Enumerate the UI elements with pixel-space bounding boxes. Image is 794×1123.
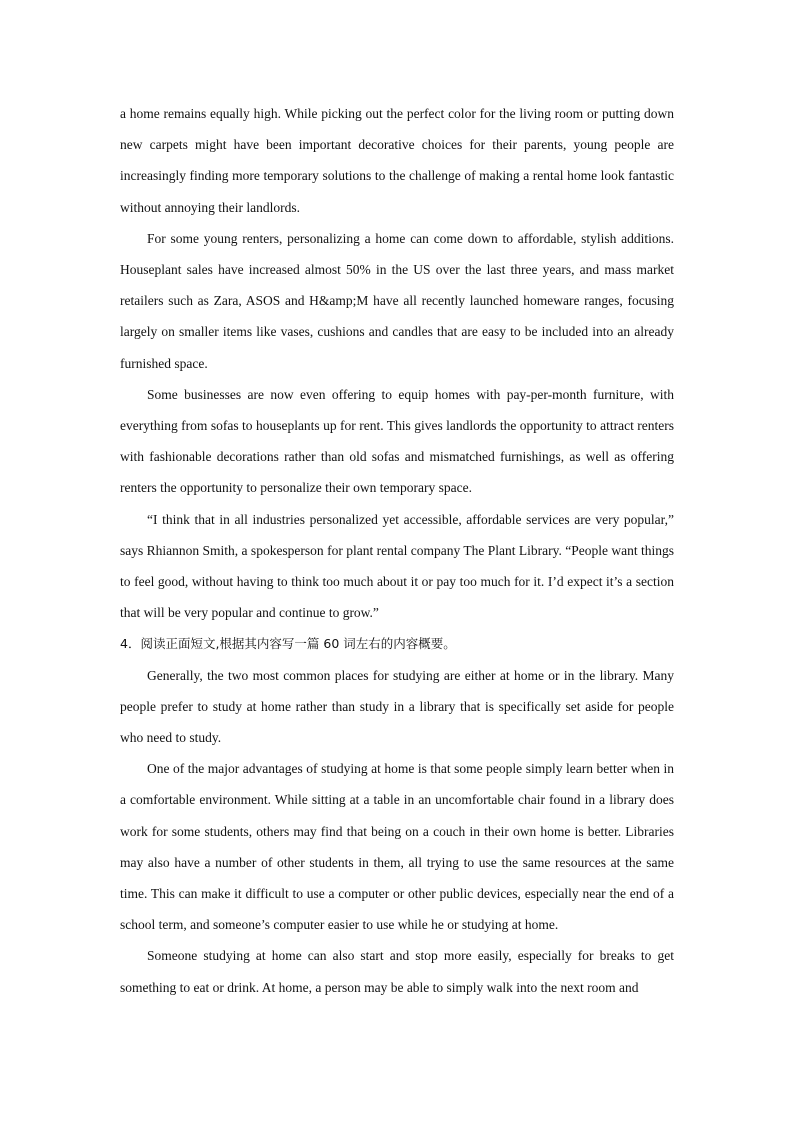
passage1-paragraph-2: For some young renters, personalizing a home can come down to affordable, stylish additions. Houseplant sales have increased almost 50% in the US over the last three years, and mass market retailers such as Zara, ASOS and H&amp;M have all recently launched homeware ranges, focusing largely on smaller items like vases, cushions and candles that are easy to be included into an already furnished space.: [120, 230, 674, 371]
question4-paragraph-1: Generally, the two most common places for studying are either at home or in the library. Many people prefer to study at home rather than study in a library that is specifically set aside for people who need to study.: [120, 667, 674, 746]
passage1-paragraph-4: “I think that in all industries personalized yet accessible, affordable services are very popular,” says Rhiannon Smith, a spokesperson for plant rental company The Plant Library. “People want things to feel good, without having to think too much about it or pay too much for it. I’d expect it’s a section that will be very popular and continue to grow.”: [120, 511, 674, 621]
passage1-paragraph-1: a home remains equally high. While picking out the perfect color for the living room or putting down new carpets might have been important decorative choices for their parents, young people are increasingly finding more temporary solutions to the challenge of making a rental home look fantastic without annoying their landlords.: [120, 106, 674, 215]
question-4-prompt: 4．阅读正面短文,根据其内容写一篇 60 词左右的内容概要。: [120, 636, 456, 652]
page-content: [120, 98, 674, 1003]
question4-paragraph-3: Someone studying at home can also start and stop more easily, especially for breaks to get something to eat or drink. At home, a person may be able to simply walk into the next room and: [120, 948, 674, 995]
question4-paragraph-2: One of the major advantages of studying at home is that some people simply learn better when in a comfortable environment. While sitting at a table in an uncomfortable chair found in a library does work for some students, others may find that being on a couch in their own home is better. Libraries may also have a number of other students in them, all trying to use the same resources at the same time. This can make it difficult to use a computer or other public devices, especially near the end of a school term, and someone’s computer easier to use while he or studying at home.: [120, 761, 674, 933]
passage1-paragraph-3: Some businesses are now even offering to equip homes with pay-per-month furniture, with everything from sofas to houseplants up for rent. This gives landlords the opportunity to attract renters with fashionable decorations rather than old sofas and mismatched furnishings, as well as offering renters the opportunity to personalize their own temporary space.: [120, 386, 674, 496]
